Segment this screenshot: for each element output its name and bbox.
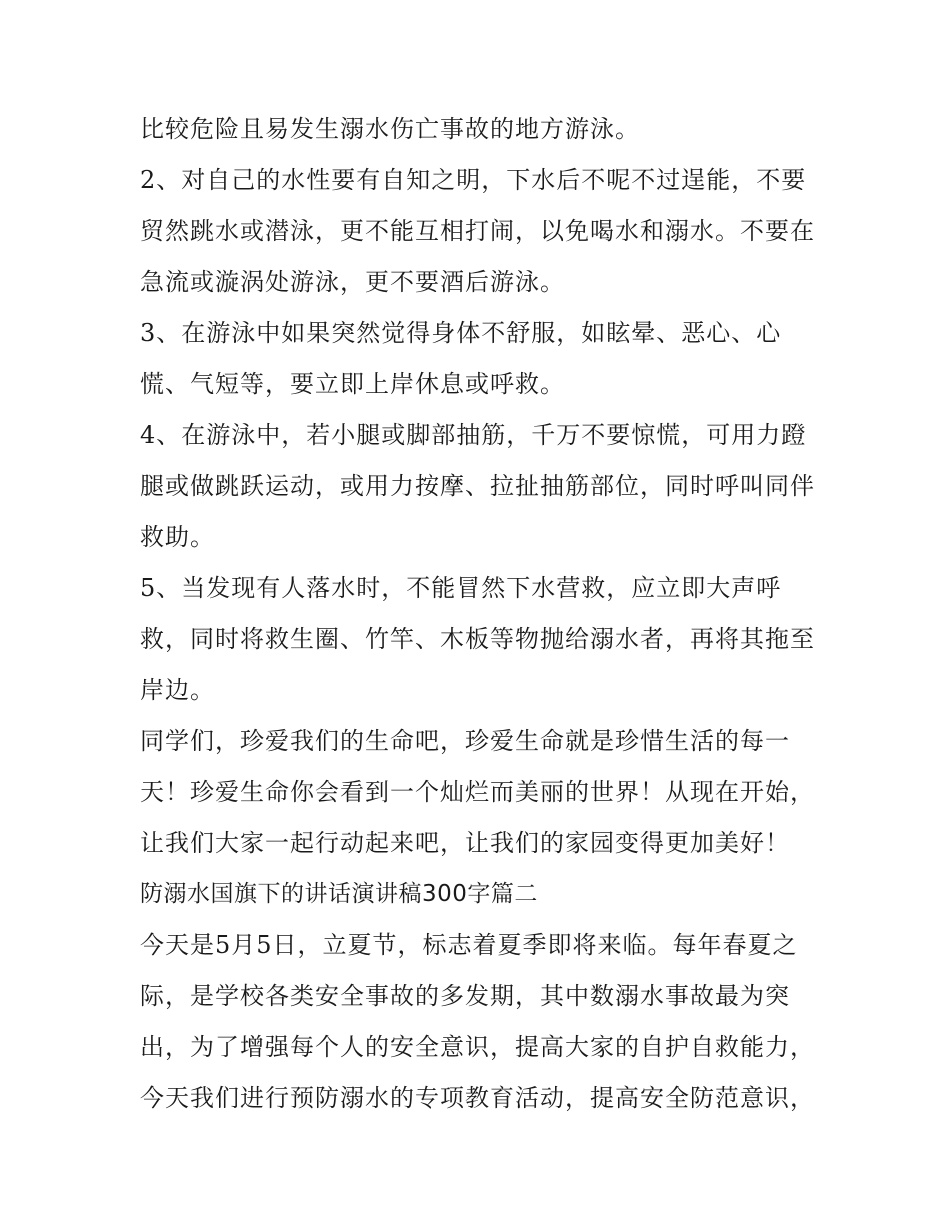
text-line: 今天我们进行预防溺水的专项教育活动，提高安全防范意识， bbox=[140, 1084, 815, 1112]
text-line: 际，是学校各类安全事故的多发期，其中数溺水事故最为突 bbox=[140, 982, 790, 1010]
text-line: 救助。 bbox=[140, 523, 215, 551]
text-line: 天！珍爱生命你会看到一个灿烂而美丽的世界！从现在开始， bbox=[140, 778, 815, 806]
text-line: 3、在游泳中如果突然觉得身体不舒服，如眩晕、恶心、心 bbox=[140, 319, 782, 347]
document-body bbox=[140, 104, 830, 1124]
text-line: 4、在游泳中，若小腿或脚部抽筋，千万不要惊慌，可用力蹬 bbox=[140, 421, 807, 449]
text-line: 2、对自己的水性要有自知之明，下水后不呢不过逞能，不要 bbox=[140, 166, 807, 194]
section-heading: 防溺水国旗下的讲话演讲稿300字篇二 bbox=[140, 881, 538, 907]
text-line: 急流或漩涡处游泳，更不要酒后游泳。 bbox=[140, 268, 565, 296]
text-line: 腿或做跳跃运动，或用力按摩、拉扯抽筋部位，同时呼叫同伴 bbox=[140, 472, 815, 500]
text-line: 比较危险且易发生溺水伤亡事故的地方游泳。 bbox=[140, 115, 640, 143]
text-line: 出，为了增强每个人的安全意识，提高大家的自护自救能力， bbox=[140, 1033, 815, 1061]
text-line: 慌、气短等，要立即上岸休息或呼救。 bbox=[140, 370, 565, 398]
text-line: 救，同时将救生圈、竹竿、木板等物抛给溺水者，再将其拖至 bbox=[140, 625, 815, 653]
text-line: 5、当发现有人落水时，不能冒然下水营救，应立即大声呼 bbox=[140, 574, 782, 602]
text-line: 岸边。 bbox=[140, 676, 215, 704]
text-line: 让我们大家一起行动起来吧，让我们的家园变得更加美好！ bbox=[140, 829, 790, 857]
text-line: 贸然跳水或潜泳，更不能互相打闹，以免喝水和溺水。不要在 bbox=[140, 217, 815, 245]
text-line: 今天是5月5日，立夏节，标志着夏季即将来临。每年春夏之 bbox=[140, 931, 798, 959]
text-line: 同学们，珍爱我们的生命吧，珍爱生命就是珍惜生活的每一 bbox=[140, 727, 790, 755]
